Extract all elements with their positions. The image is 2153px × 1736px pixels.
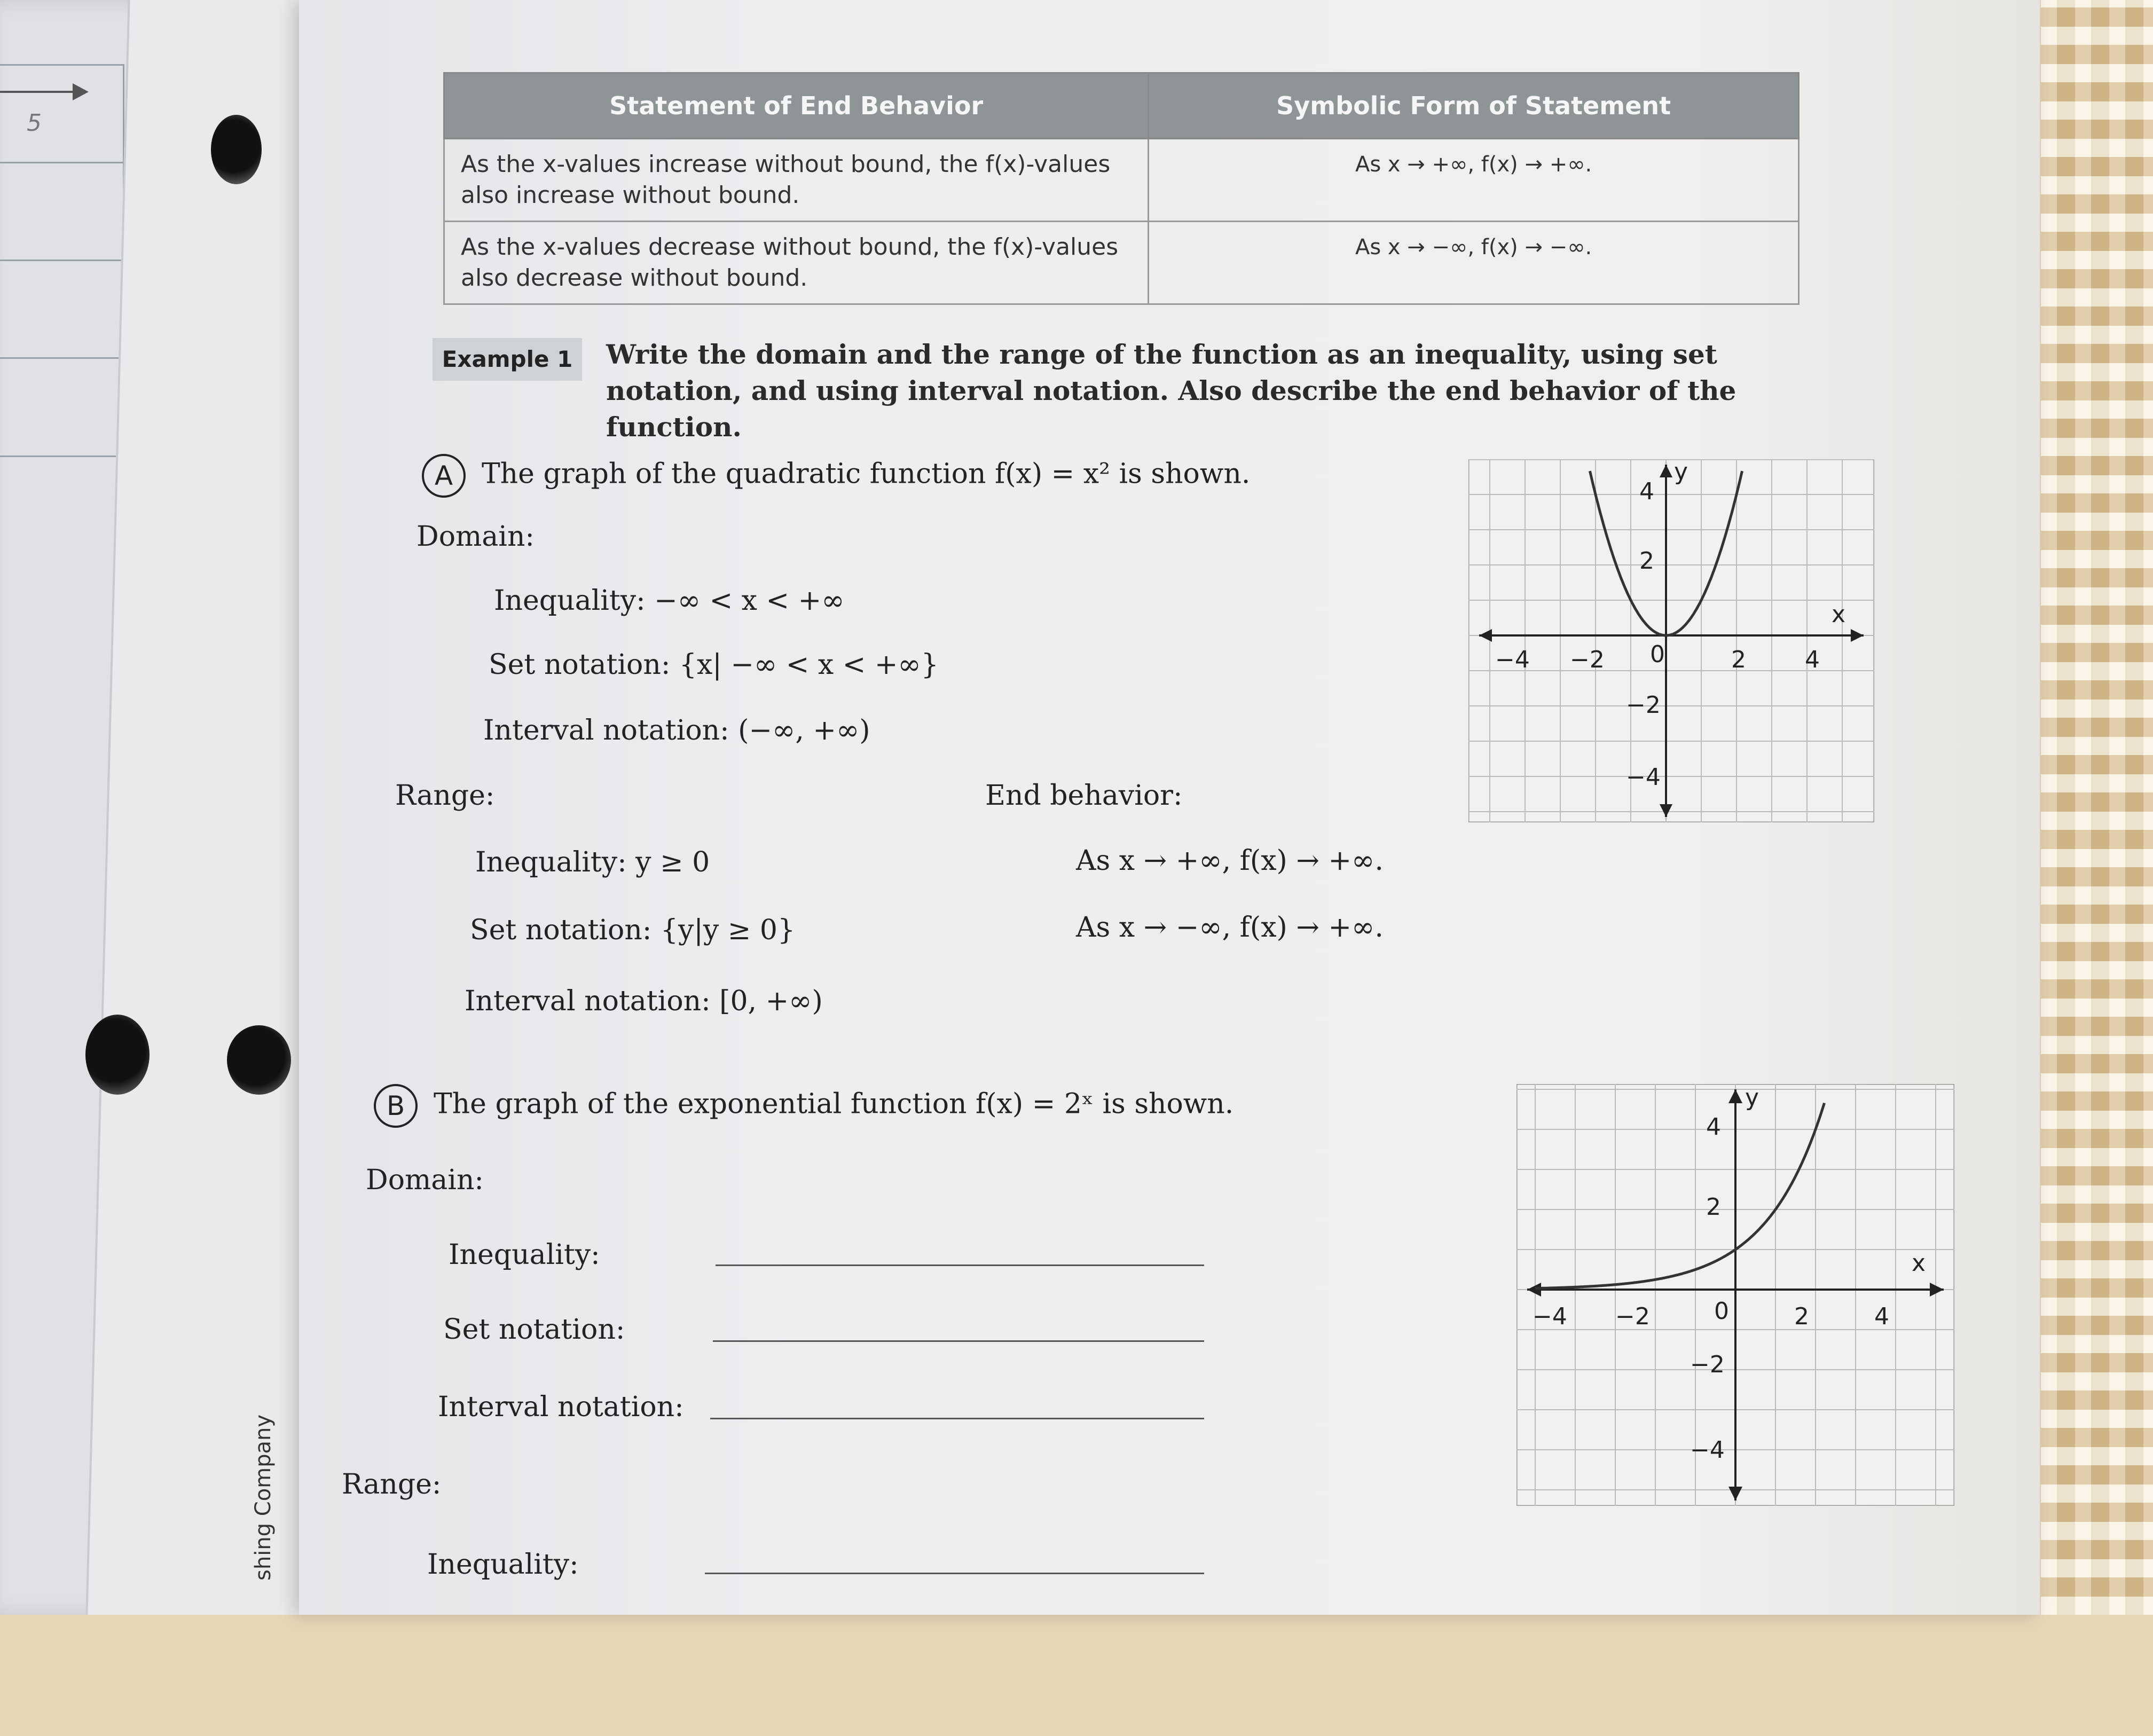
end-behavior-line: As x → +∞, f(x) → +∞. <box>1076 845 1384 877</box>
part-a-marker: A <box>422 454 466 498</box>
table-header: Statement of End Behavior <box>444 73 1149 139</box>
exponential-graph <box>1516 1084 1954 1506</box>
table-header-row <box>444 73 1799 139</box>
tick-label: 4 <box>1639 478 1654 505</box>
domain-label-b: Domain: <box>366 1164 484 1196</box>
end-behavior-line: As x → −∞, f(x) → +∞. <box>1076 912 1384 944</box>
range-label-b: Range: <box>342 1468 442 1501</box>
tick-label: −4 <box>1533 1303 1567 1330</box>
end-behavior-label: End behavior: <box>985 780 1183 812</box>
tick-label: −2 <box>1626 692 1661 719</box>
range-label: Range: <box>395 780 495 812</box>
x-axis-label: x <box>1832 601 1846 628</box>
tick-label: 2 <box>1731 646 1746 673</box>
range-interval-notation: Interval notation: [0, +∞) <box>465 985 823 1017</box>
domain-interval-blank[interactable] <box>710 1418 1204 1419</box>
range-set-notation: Set notation: {y|y ≥ 0} <box>470 914 796 946</box>
tick-label: 4 <box>1874 1303 1889 1330</box>
domain-inequality-label-b: Inequality: <box>449 1239 600 1271</box>
punch-hole <box>85 1015 150 1095</box>
tick-label: −2 <box>1570 646 1605 673</box>
part-b-intro <box>374 1084 1233 1128</box>
tick-label: −4 <box>1690 1436 1725 1464</box>
table-row <box>444 222 1799 304</box>
table-cell: As x → −∞, f(x) → −∞. <box>1149 222 1799 304</box>
example-badge: Example 1 <box>433 338 582 381</box>
quadratic-graph <box>1468 459 1874 822</box>
tick-label: 2 <box>1639 547 1654 575</box>
table-cell: As the x-values increase without bound, the f(x)-values also increase without bound. <box>444 139 1149 222</box>
tick-label: 0 <box>1714 1298 1729 1325</box>
table-cell: As x → +∞, f(x) → +∞. <box>1149 139 1799 222</box>
table-cell: As the x-values decrease without bound, the f(x)-values also decrease without bound. <box>444 222 1149 304</box>
tick-label: −2 <box>1615 1303 1650 1330</box>
tick-label: −2 <box>1690 1351 1725 1378</box>
tick-label: 4 <box>1706 1113 1721 1141</box>
margin-number: 5 <box>27 109 42 137</box>
punch-hole <box>227 1025 291 1095</box>
part-a-intro <box>422 454 1250 498</box>
domain-set-blank[interactable] <box>713 1340 1204 1342</box>
left-page-table <box>0 64 124 457</box>
tablecloth-background <box>2041 0 2153 1615</box>
domain-set-notation: Set notation: {x| −∞ < x < +∞} <box>489 649 939 681</box>
worksheet-page <box>299 0 2040 1615</box>
end-behavior-table <box>443 72 1800 305</box>
table-row <box>444 139 1799 222</box>
table-header: Symbolic Form of Statement <box>1149 73 1799 139</box>
tick-label: 4 <box>1805 646 1820 673</box>
domain-interval-label-b: Interval notation: <box>438 1391 684 1423</box>
y-axis-label: y <box>1745 1084 1759 1111</box>
example-prompt: Write the domain and the range of the function as an inequality, using set notation, and using interval notation. Also describe the end behavior of the function. <box>606 339 1736 443</box>
part-b-intro-text: The graph of the exponential function f(x) = 2ˣ is shown. <box>434 1088 1234 1120</box>
range-inequality-label-b: Inequality: <box>427 1549 579 1581</box>
y-axis-label: y <box>1674 459 1688 485</box>
range-inequality: Inequality: y ≥ 0 <box>475 846 710 878</box>
domain-label: Domain: <box>417 521 535 553</box>
punch-hole <box>211 115 262 184</box>
tick-label: −4 <box>1626 764 1661 791</box>
range-inequality-blank[interactable] <box>705 1573 1204 1574</box>
tick-label: 2 <box>1706 1193 1721 1221</box>
domain-inequality-blank[interactable] <box>716 1264 1204 1266</box>
tick-label: −4 <box>1495 646 1530 673</box>
tick-label: 0 <box>1650 641 1665 668</box>
part-a-intro-text: The graph of the quadratic function f(x) = x² is shown. <box>482 458 1251 490</box>
x-axis-label: x <box>1912 1250 1926 1277</box>
tick-label: 2 <box>1794 1303 1809 1330</box>
domain-interval-notation: Interval notation: (−∞, +∞) <box>483 714 870 747</box>
publisher-text: shing Company <box>251 1414 276 1581</box>
domain-set-label-b: Set notation: <box>443 1314 625 1346</box>
domain-inequality: Inequality: −∞ < x < +∞ <box>494 585 845 617</box>
part-b-marker: B <box>374 1084 418 1128</box>
